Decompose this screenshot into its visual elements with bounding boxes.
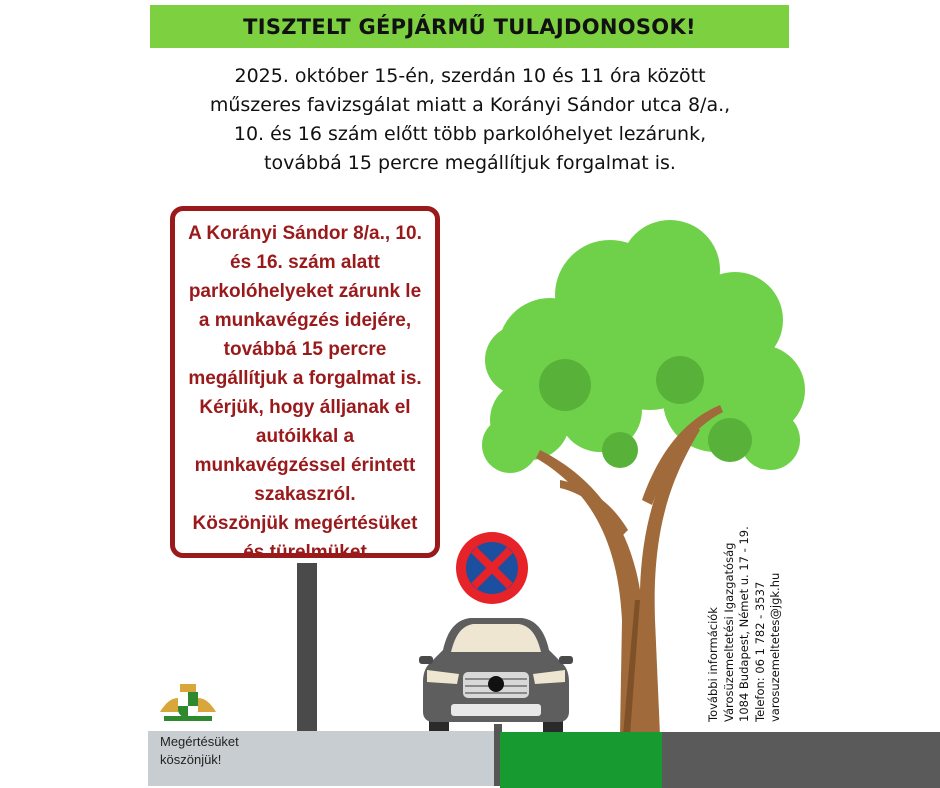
header-banner bbox=[150, 5, 789, 48]
announcement-text bbox=[130, 62, 810, 178]
thanks-line: Megértésüket bbox=[160, 734, 239, 749]
coat-of-arms-icon bbox=[158, 682, 218, 724]
info-line: További információk bbox=[706, 607, 720, 722]
sign-line: szakaszról. bbox=[254, 484, 356, 505]
announcement-line: 10. és 16 szám előtt több parkolóhelyet lezárunk, bbox=[233, 123, 707, 145]
announcement-line: 2025. október 15-én, szerdán 10 és 11 óra között bbox=[234, 65, 706, 87]
banner-title: TISZTELT GÉPJÁRMŰ TULAJDONOSOK! bbox=[243, 14, 696, 39]
contact-info bbox=[706, 462, 784, 722]
sign-line: A Korányi Sándor 8/a., 10. bbox=[188, 223, 422, 244]
announcement-line: továbbá 15 percre megállítjuk forgalmat is. bbox=[264, 152, 676, 174]
info-line: Telefon: 06 1 782 - 3537 bbox=[752, 581, 767, 722]
thanks-line: köszönjük! bbox=[160, 752, 222, 767]
car-icon bbox=[415, 612, 577, 742]
sign-text bbox=[175, 219, 435, 567]
notice-sign bbox=[170, 206, 440, 563]
sign-line: Kérjük, hogy álljanak el bbox=[199, 397, 411, 418]
info-line: varosuzemeltetes@jgk.hu bbox=[768, 572, 782, 722]
sign-line: és türelmüket bbox=[243, 542, 367, 563]
sign-line: és 16. szám alatt bbox=[230, 252, 380, 273]
sign-line: továbbá 15 percre bbox=[223, 339, 387, 360]
road-surface bbox=[662, 732, 940, 788]
info-line: 1084 Budapest, Német u. 17 - 19. bbox=[737, 526, 751, 722]
sign-line: a munkavégzés idejére, bbox=[198, 310, 412, 331]
no-parking-sign-icon bbox=[454, 530, 530, 606]
sign-pole bbox=[297, 563, 317, 731]
info-line: Városüzemeltetési Igazgatóság bbox=[721, 542, 736, 722]
sign-line: autóikkal a bbox=[255, 426, 355, 447]
sign-line: Köszönjük megértésüket bbox=[192, 513, 418, 534]
sign-line: parkolóhelyeket zárunk le bbox=[188, 281, 422, 302]
grass-strip bbox=[500, 732, 662, 788]
announcement-line: műszeres favizsgálat miatt a Korányi Sándor utca 8/a., bbox=[209, 94, 731, 116]
thanks-text bbox=[160, 733, 239, 769]
sign-line: munkavégzéssel érintett bbox=[194, 455, 416, 476]
sign-line: megállítjuk a forgalmat is. bbox=[188, 368, 422, 389]
